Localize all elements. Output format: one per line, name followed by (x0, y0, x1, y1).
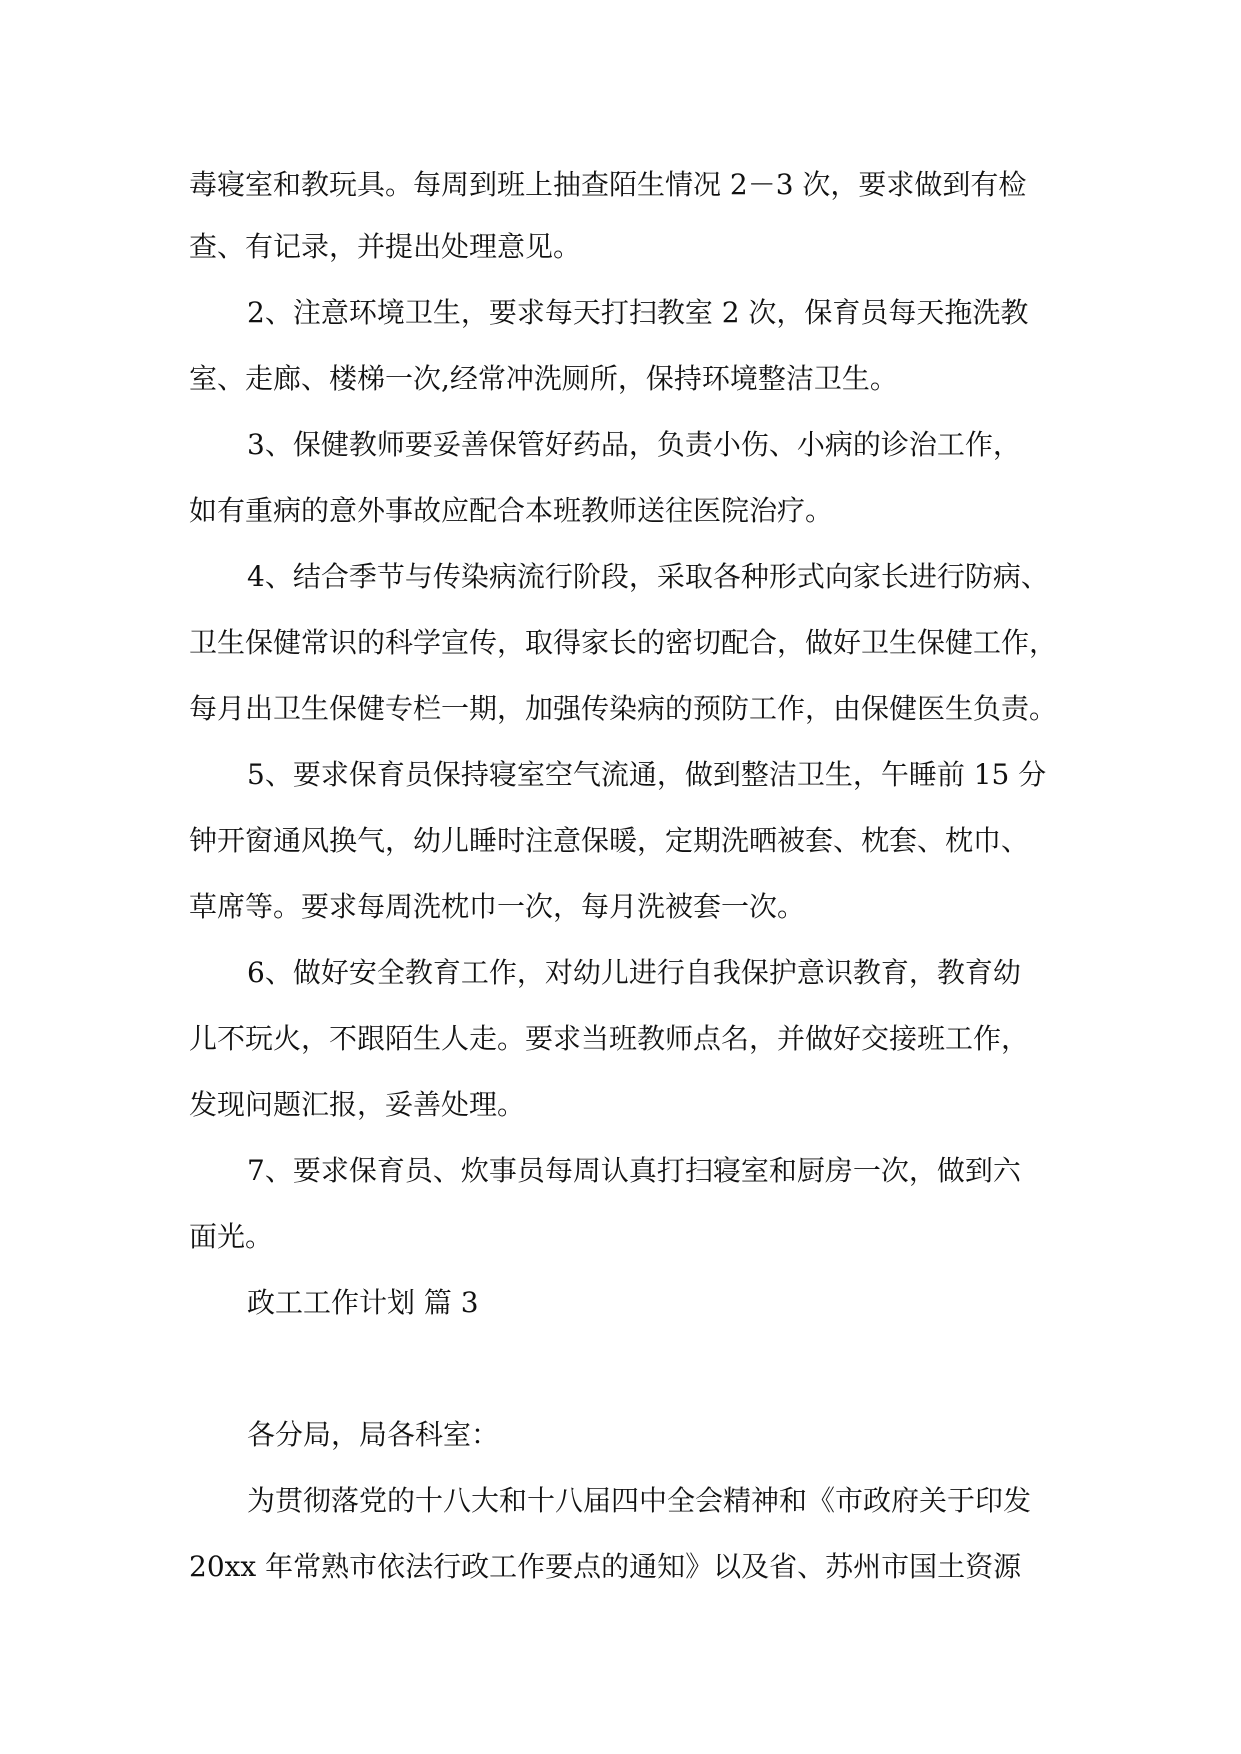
paragraph-start: 7、要求保育员、炊事员每周认真打扫寝室和厨房一次，做到六 (247, 1154, 1021, 1187)
text-line: 20xx 年常熟市依法行政工作要点的通知》以及省、苏州市国土资源 (189, 1550, 1022, 1583)
text-line: 卫生保健常识的科学宣传，取得家长的密切配合，做好卫生保健工作， (189, 626, 1058, 659)
paragraph-start: 4、结合季节与传染病流行阶段，采取各种形式向家长进行防病、 (247, 560, 1049, 593)
text-line: 每月出卫生保健专栏一期，加强传染病的预防工作，由保健医生负责。 (189, 692, 1058, 725)
text-line: 儿不玩火，不跟陌生人走。要求当班教师点名，并做好交接班工作， (189, 1022, 1030, 1055)
text-line: 如有重病的意外事故应配合本班教师送往医院治疗。 (189, 494, 834, 527)
text-line: 室、走廊、楼梯一次,经常冲洗厕所，保持环境整洁卫生。 (189, 362, 898, 395)
text-line: 发现问题汇报，妥善处理。 (189, 1088, 526, 1121)
paragraph-start: 5、要求保育员保持寝室空气流通，做到整洁卫生，午睡前 15 分 (247, 758, 1047, 791)
salutation: 各分局，局各科室： (247, 1418, 500, 1451)
section-heading: 政工工作计划 篇 3 (247, 1286, 479, 1319)
paragraph-start: 为贯彻落党的十八大和十八届四中全会精神和《市政府关于印发 (247, 1484, 1032, 1517)
text-line: 查、有记录，并提出处理意见。 (189, 230, 582, 263)
paragraph-start: 2、注意环境卫生，要求每天打扫教室 2 次，保育员每天拖洗教 (247, 296, 1029, 329)
text-line: 草席等。要求每周洗枕巾一次，每月洗被套一次。 (189, 890, 806, 923)
paragraph-start: 3、保健教师要妥善保管好药品，负责小伤、小病的诊治工作， (247, 428, 1021, 461)
text-line: 钟开窗通风换气，幼儿睡时注意保暖，定期洗晒被套、枕套、枕巾、 (189, 824, 1030, 857)
text-line: 面光。 (189, 1220, 274, 1253)
paragraph-start: 6、做好安全教育工作，对幼儿进行自我保护意识教育，教育幼 (247, 956, 1021, 989)
text-line: 毒寝室和教玩具。每周到班上抽查陌生情况 2－3 次，要求做到有检 (189, 168, 1027, 201)
